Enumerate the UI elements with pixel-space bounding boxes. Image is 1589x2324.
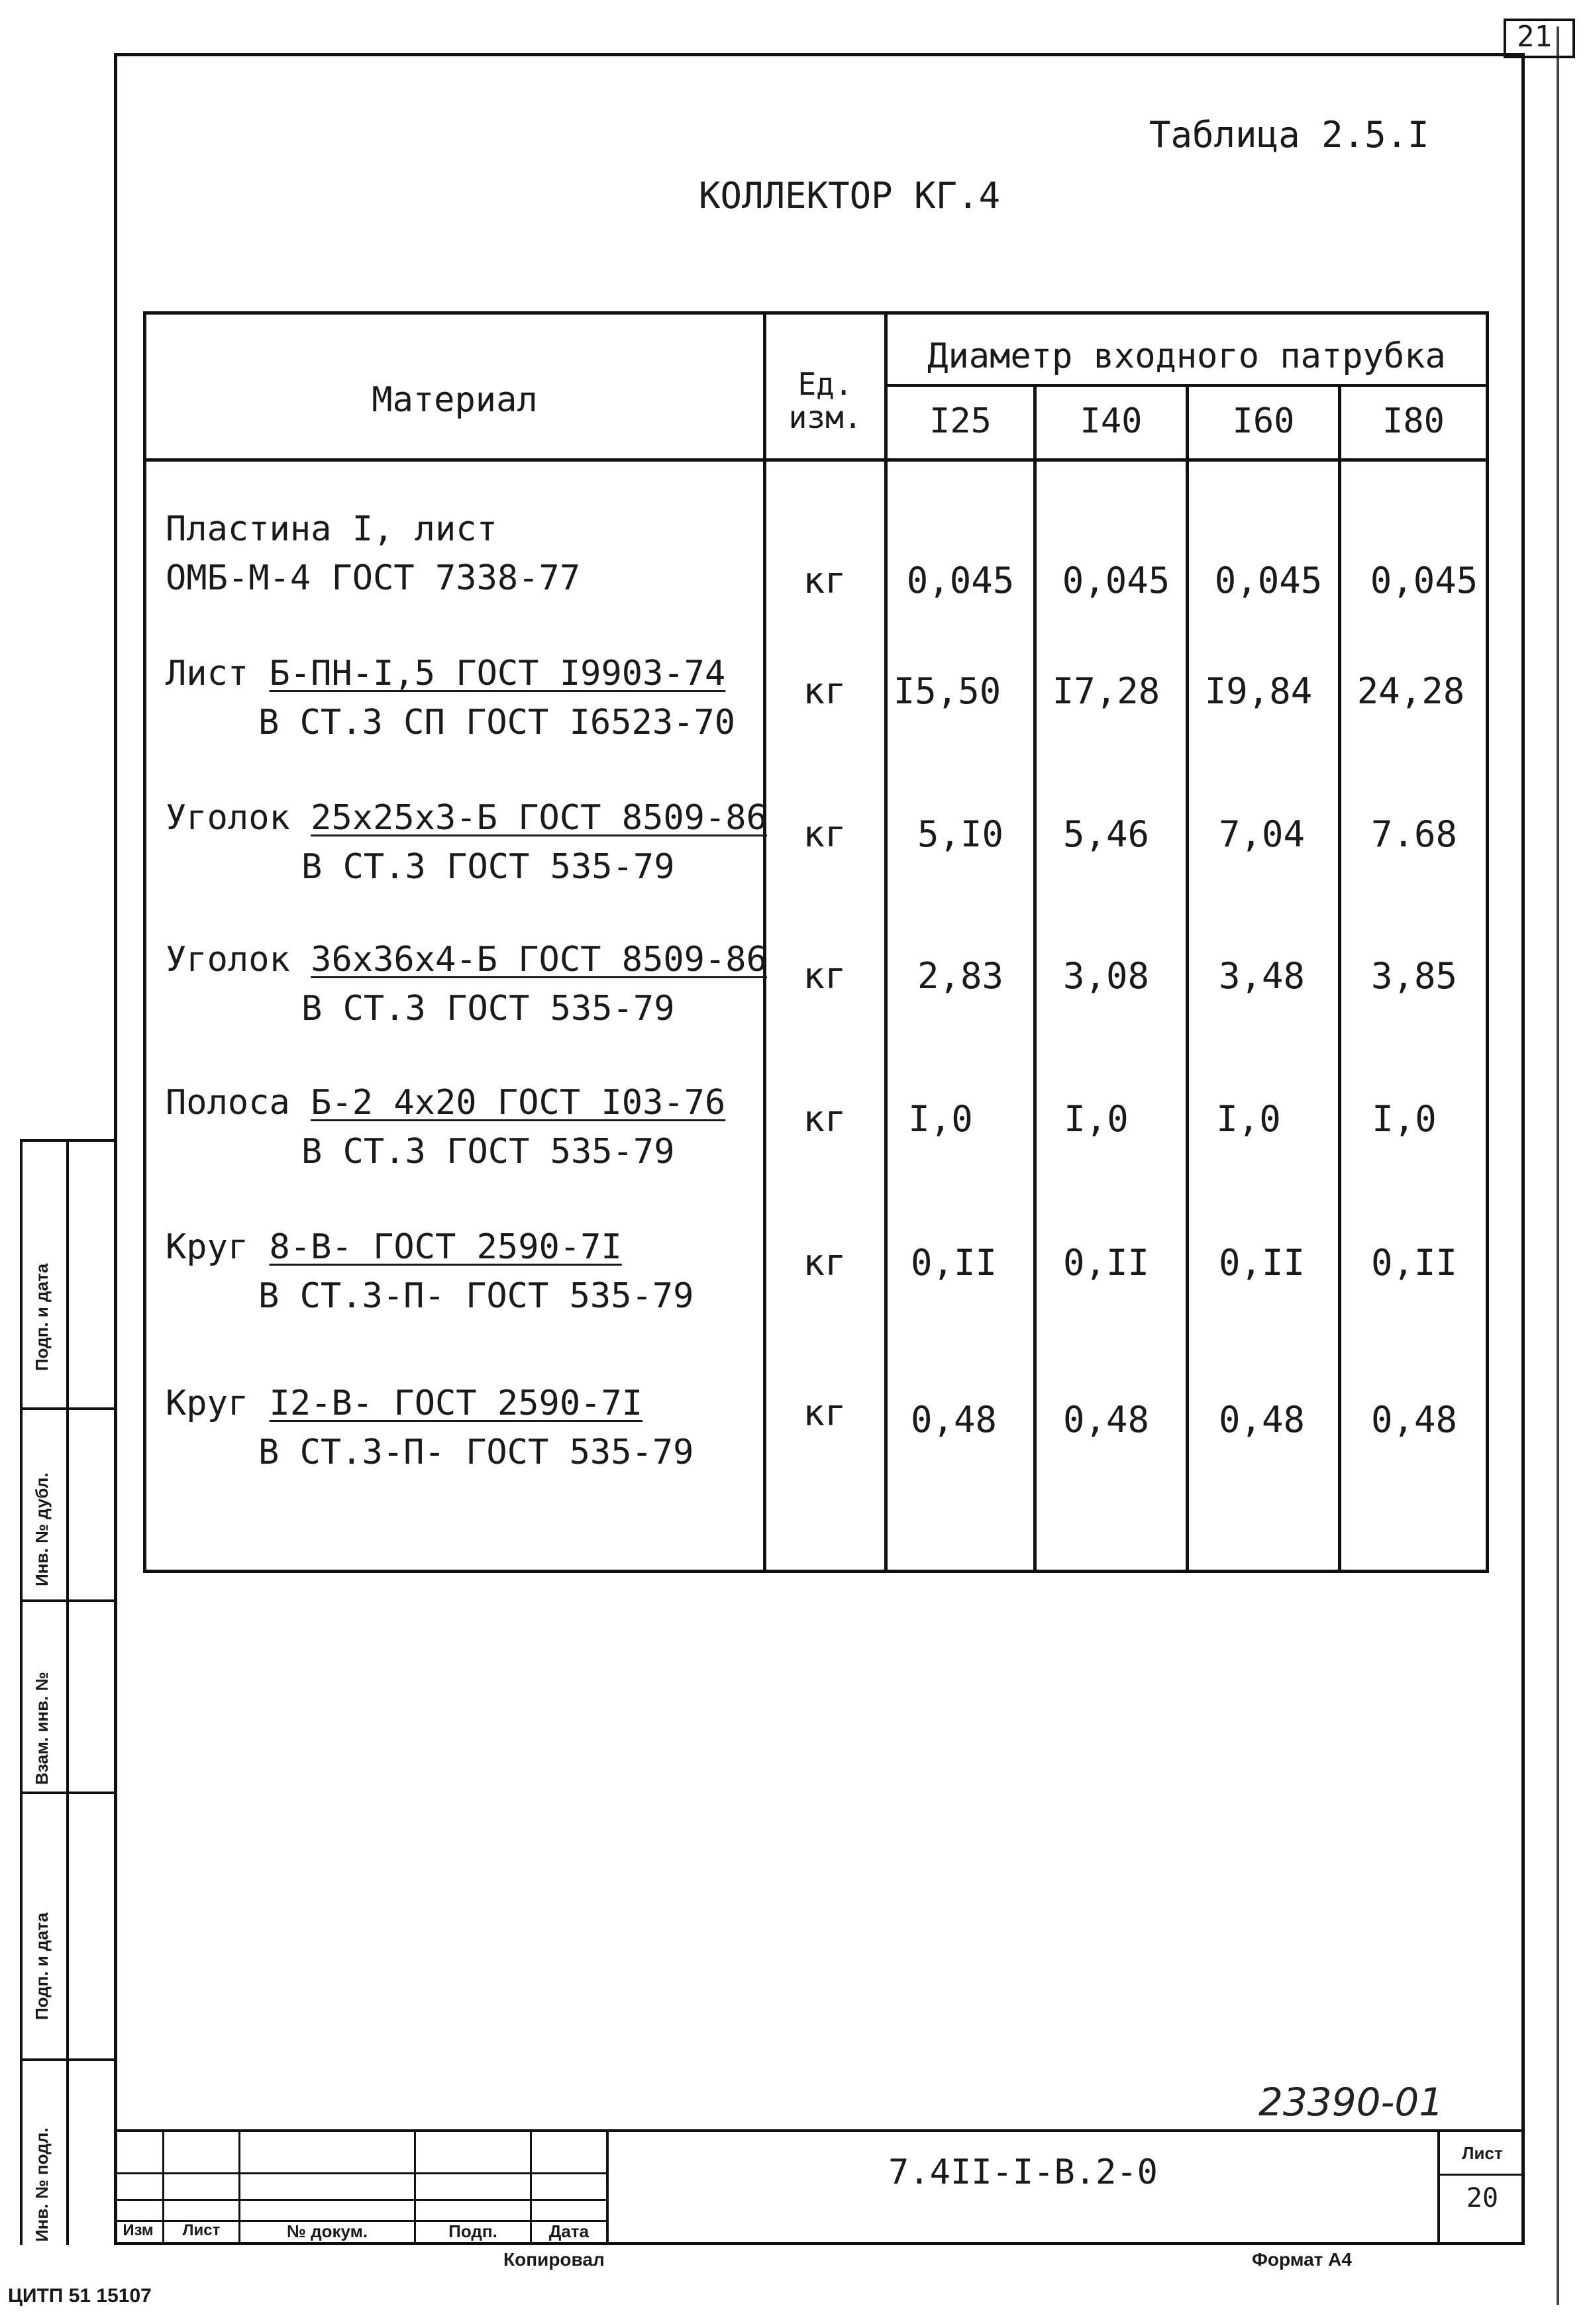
row-value: 0,045 — [906, 560, 1015, 601]
row-material: Круг 8-В- ГОСТ 2590-7I В СТ.3-П- ГОСТ 535-79 — [166, 1227, 694, 1316]
row-value: 0,II — [1062, 1242, 1150, 1284]
format-label: Формат А4 — [1252, 2249, 1352, 2270]
row-value: 0,48 — [910, 1399, 998, 1440]
row-value: 0,045 — [1062, 560, 1170, 601]
header-mid-line — [884, 384, 1489, 387]
row-value: 5,I0 — [917, 813, 1004, 855]
row-value: 3,08 — [1062, 955, 1150, 997]
row-value: I,0 — [1216, 1098, 1281, 1140]
sheet-label: Лист — [1462, 2143, 1503, 2163]
tb-top — [114, 2129, 1525, 2132]
tb-col-label: Изм — [123, 2221, 154, 2239]
table-bottom — [143, 1570, 1489, 1573]
tb-row — [114, 2199, 607, 2201]
row-value: I,0 — [1372, 1098, 1437, 1140]
col-unit-line1: Ед. — [797, 366, 853, 402]
row-material: Уголок 36х36х4-Б ГОСТ 8509-86 В СТ.3 ГОСТ 535-79 — [166, 940, 767, 1029]
frame-top — [114, 53, 1525, 56]
row-material: Полоса Б-2 4х20 ГОСТ I03-76 В СТ.3 ГОСТ 535-79 — [166, 1083, 726, 1172]
row-value: I9,84 — [1204, 670, 1313, 712]
table-label: Таблица 2.5.I — [1149, 114, 1429, 156]
footer-code: ЦИТП 51 15107 — [8, 2285, 152, 2307]
row-value: 0,045 — [1214, 560, 1323, 601]
row-value: 0,48 — [1218, 1399, 1306, 1440]
col-line-d1 — [884, 311, 888, 1573]
row-unit: кг — [803, 1242, 846, 1284]
table-left — [143, 311, 146, 1573]
row-value: I,0 — [908, 1098, 973, 1140]
header-bottom-line — [143, 458, 1489, 462]
col-material-header: Материал — [372, 380, 538, 420]
stamp-label: Взам. инв. № — [32, 1672, 52, 1785]
stamp-sep — [20, 1407, 116, 1410]
row-value: I,0 — [1064, 1098, 1129, 1140]
row-value: 5,46 — [1062, 813, 1150, 855]
row-value: 3,48 — [1218, 955, 1306, 997]
col-group-header: Диаметр входного патрубка — [927, 336, 1446, 376]
stamp-label: Подп. и дата — [32, 1912, 52, 2020]
row-unit: кг — [803, 955, 846, 997]
stamp-sep — [20, 1792, 116, 1794]
stamp-label: Инв. № подл. — [32, 2127, 52, 2242]
col-d-125: I25 — [929, 401, 992, 441]
stamp-sep — [20, 1599, 116, 1602]
sheet-number: 20 — [1466, 2183, 1499, 2213]
tb-sheet-row — [1437, 2174, 1525, 2176]
sheet-edge — [1557, 26, 1559, 2305]
document-designation: 7.4II-I-В.2-0 — [888, 2152, 1158, 2192]
table-top — [143, 311, 1489, 315]
col-d-140: I40 — [1080, 401, 1143, 441]
col-unit-header — [766, 368, 884, 434]
row-value: 3,85 — [1370, 955, 1458, 997]
page-title: КОЛЛЕКТОР КГ.4 — [699, 175, 1001, 217]
row-unit: кг — [803, 560, 846, 601]
row-value: 0,045 — [1370, 560, 1478, 601]
tb-col-label: Дата — [548, 2221, 589, 2241]
row-material: Пластина I, лист ОМБ-М-4 ГОСТ 7338-77 — [166, 509, 581, 598]
row-unit: кг — [803, 670, 846, 712]
row-unit: кг — [803, 1392, 846, 1434]
row-value: 0,48 — [1370, 1399, 1458, 1440]
row-material: Уголок 25х25х3-Б ГОСТ 8509-86 В СТ.3 ГОСТ 535-79 — [166, 798, 767, 887]
row-value: 0,48 — [1062, 1399, 1150, 1440]
col-unit-line2: изм. — [788, 399, 862, 435]
row-unit: кг — [803, 1098, 846, 1140]
row-value: 7.68 — [1370, 813, 1458, 855]
row-material: Круг I2-В- ГОСТ 2590-7I В СТ.3-П- ГОСТ 535-79 — [166, 1384, 694, 1472]
table-right — [1486, 311, 1489, 1573]
stamp-left — [20, 1139, 23, 2245]
tb-col-label: Лист — [182, 2221, 221, 2239]
row-value: 7,04 — [1218, 813, 1306, 855]
frame-right — [1521, 53, 1525, 2245]
row-value: 0,II — [1370, 1242, 1458, 1284]
stamp-mid — [66, 1139, 69, 2245]
stamp-sep — [20, 2058, 116, 2061]
col-d-160: I60 — [1232, 401, 1295, 441]
stamp-label: Инв. № дубл. — [32, 1472, 52, 1586]
page-number: 21 — [1517, 20, 1552, 54]
tb-row — [114, 2172, 607, 2174]
row-value: 24,28 — [1357, 670, 1465, 712]
frame-bottom — [114, 2242, 1525, 2245]
tb-col-label: № докум. — [286, 2221, 368, 2241]
row-value: 2,83 — [917, 955, 1004, 997]
row-value: I7,28 — [1052, 670, 1160, 712]
copied-label: Копировал — [503, 2249, 605, 2270]
stamp-label: Подп. и дата — [32, 1263, 52, 1371]
col-d-180: I80 — [1382, 401, 1445, 441]
inventory-number: 23390-01 — [1258, 2080, 1444, 2125]
tb-col-label: Подп. — [448, 2221, 497, 2241]
row-material: Лист Б-ПН-I,5 ГОСТ I9903-74 В СТ.3 СП ГОСТ I6523-70 — [166, 654, 736, 742]
row-unit: кг — [803, 813, 846, 855]
frame-left — [114, 53, 117, 2245]
row-value: I5,50 — [893, 670, 1001, 712]
row-value: 0,II — [910, 1242, 998, 1284]
row-value: 0,II — [1218, 1242, 1306, 1284]
